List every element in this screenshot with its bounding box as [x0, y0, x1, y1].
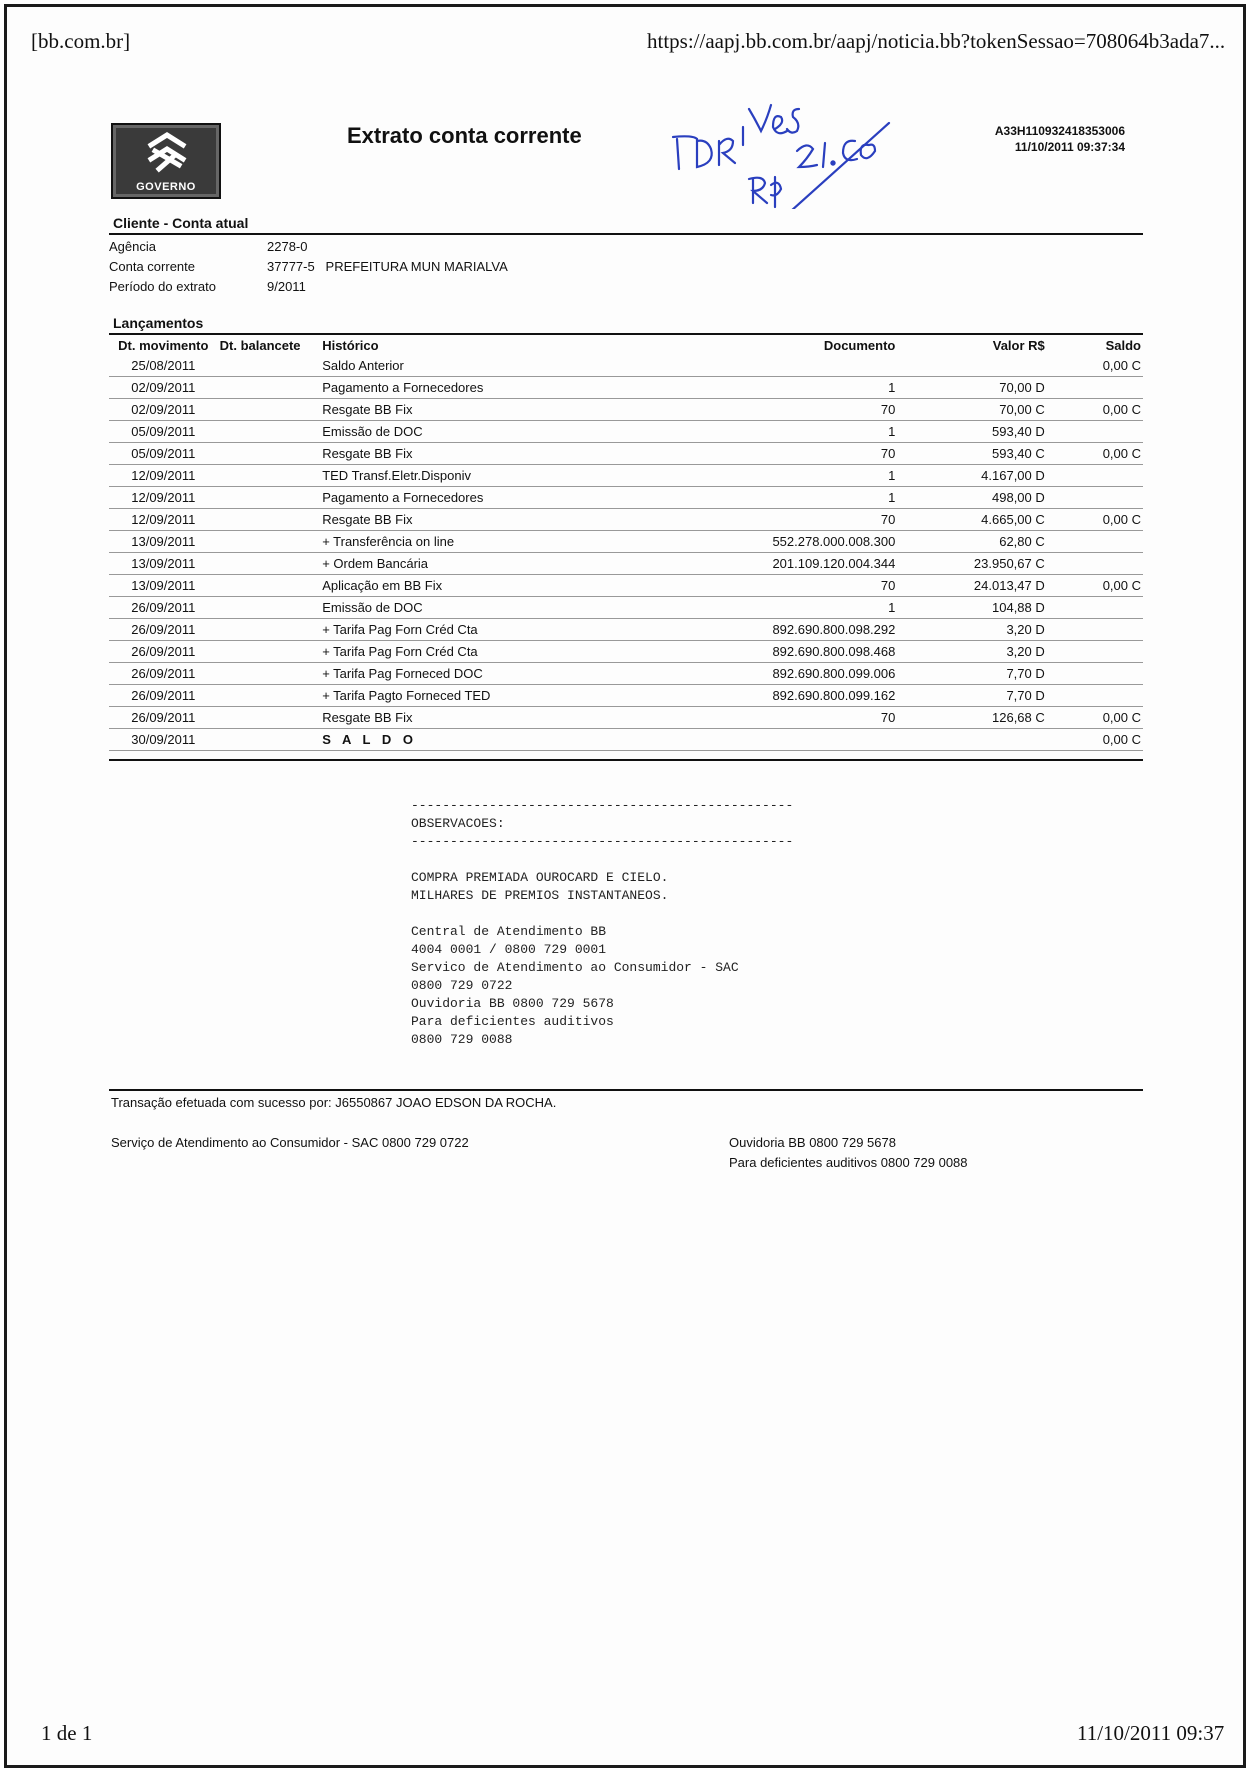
cell-historico: + Ordem Bancária [318, 553, 648, 575]
cell-historico: Resgate BB Fix [318, 509, 648, 531]
cell-documento [648, 355, 905, 377]
cell-saldo: 0,00 C [1055, 707, 1143, 729]
cell-valor [905, 355, 1054, 377]
cell-documento: 1 [648, 465, 905, 487]
cell-documento: 1 [648, 597, 905, 619]
table-row [109, 487, 1143, 509]
table-row [109, 377, 1143, 399]
document-code: A33H110932418353006 [994, 124, 1125, 138]
agencia-row [109, 239, 609, 259]
table-row [109, 619, 1143, 641]
table-row [109, 663, 1143, 685]
cell-documento: 70 [648, 575, 905, 597]
sac-contact: Serviço de Atendimento ao Consumidor - SAC 0800 729 0722 [111, 1135, 469, 1150]
cell-saldo [1055, 531, 1143, 553]
cell-documento [648, 729, 905, 751]
cell-documento: 892.690.800.098.292 [648, 619, 905, 641]
periodo-value: 9/2011 [267, 279, 306, 294]
cell-dt-balancete [218, 377, 319, 399]
table-row [109, 707, 1143, 729]
cell-dt-movimento: 26/09/2011 [109, 685, 218, 707]
footer-divider [109, 1089, 1143, 1091]
transaction-confirmation: Transação efetuada com sucesso por: J6550867 JOAO EDSON DA ROCHA. [111, 1095, 557, 1110]
client-divider [109, 233, 1143, 235]
cell-saldo [1055, 597, 1143, 619]
cell-valor: 593,40 D [905, 421, 1054, 443]
ouvidoria-contact [729, 1133, 968, 1173]
cell-dt-movimento: 25/08/2011 [109, 355, 218, 377]
observacoes-block: ------------------------------------------------- OBSERVACOES: ------------------------------------------------- COMPRA PREMIADA OUROCARD E CIELO. MILHARES DE PREMIOS INSTANTANEOS. Central de Atendimento BB 4004 0001 / 0800 729 0001 Servico de Atendimento ao Consumidor - SAC 0800 729 0722 Ouvidoria BB 0800 729 5678 Para deficientes auditivos 0800 729 0088 [411, 798, 794, 1047]
table-row [109, 465, 1143, 487]
cell-documento: 201.109.120.004.344 [648, 553, 905, 575]
cell-valor: 3,20 D [905, 641, 1054, 663]
cell-documento: 892.690.800.098.468 [648, 641, 905, 663]
cell-dt-movimento: 13/09/2011 [109, 553, 218, 575]
cell-documento: 70 [648, 443, 905, 465]
table-row [109, 641, 1143, 663]
cell-dt-balancete [218, 509, 319, 531]
cell-dt-balancete [218, 355, 319, 377]
cell-documento: 892.690.800.099.162 [648, 685, 905, 707]
conta-row [109, 259, 709, 279]
cell-dt-movimento: 26/09/2011 [109, 707, 218, 729]
cell-historico: + Tarifa Pagto Forneced TED [318, 685, 648, 707]
cell-historico: Resgate BB Fix [318, 399, 648, 421]
cell-saldo [1055, 421, 1143, 443]
cell-valor: 7,70 D [905, 663, 1054, 685]
cell-saldo [1055, 487, 1143, 509]
cell-documento: 892.690.800.099.006 [648, 663, 905, 685]
cell-valor: 7,70 D [905, 685, 1054, 707]
cell-historico: TED Transf.Eletr.Disponiv [318, 465, 648, 487]
cell-valor: 23.950,67 C [905, 553, 1054, 575]
cell-historico: Resgate BB Fix [318, 443, 648, 465]
cell-dt-movimento: 26/09/2011 [109, 663, 218, 685]
cell-dt-balancete [218, 531, 319, 553]
cell-documento: 70 [648, 399, 905, 421]
cell-historico: Pagamento a Fornecedores [318, 487, 648, 509]
cell-dt-movimento: 13/09/2011 [109, 575, 218, 597]
cell-dt-balancete [218, 465, 319, 487]
cell-dt-balancete [218, 553, 319, 575]
cell-historico: + Transferência on line [318, 531, 648, 553]
table-row [109, 553, 1143, 575]
cell-valor: 24.013,47 D [905, 575, 1054, 597]
cell-dt-movimento: 02/09/2011 [109, 377, 218, 399]
cell-saldo: 0,00 C [1055, 355, 1143, 377]
client-section-title: Cliente - Conta atual [113, 215, 249, 231]
cell-valor: 62,80 C [905, 531, 1054, 553]
cell-documento: 1 [648, 487, 905, 509]
cell-dt-movimento: 12/09/2011 [109, 465, 218, 487]
cell-dt-balancete [218, 707, 319, 729]
table-row [109, 575, 1143, 597]
table-row [109, 421, 1143, 443]
cell-dt-balancete [218, 575, 319, 597]
cell-saldo [1055, 619, 1143, 641]
table-row [109, 685, 1143, 707]
table-row [109, 355, 1143, 377]
browser-url[interactable]: https://aapj.bb.com.br/aapj/noticia.bb?tokenSessao=708064b3ada7... [647, 29, 1226, 53]
table-row [109, 531, 1143, 553]
cell-documento: 1 [648, 377, 905, 399]
periodo-label: Período do extrato [109, 279, 216, 294]
cell-dt-balancete [218, 597, 319, 619]
cell-valor: 4.167,00 D [905, 465, 1054, 487]
col-historico: Histórico [322, 337, 379, 353]
cell-documento: 552.278.000.008.300 [648, 531, 905, 553]
cell-dt-movimento: 12/09/2011 [109, 487, 218, 509]
printed-page [4, 4, 1246, 1768]
agencia-value: 2278-0 [267, 239, 308, 254]
cell-dt-movimento: 26/09/2011 [109, 597, 218, 619]
cell-dt-movimento: 13/09/2011 [109, 531, 218, 553]
cell-saldo [1055, 641, 1143, 663]
bb-logo-icon [145, 131, 189, 173]
deficientes-line: Para deficientes auditivos 0800 729 0088 [729, 1155, 968, 1170]
cell-historico: Pagamento a Fornecedores [318, 377, 648, 399]
document-datetime: 11/10/2011 09:37:34 [1014, 140, 1125, 154]
cell-dt-balancete [218, 663, 319, 685]
col-documento: Documento [823, 337, 896, 353]
cell-saldo: 0,00 C [1055, 399, 1143, 421]
cell-valor: 126,68 C [905, 707, 1054, 729]
cell-dt-movimento: 05/09/2011 [109, 443, 218, 465]
cell-saldo: 0,00 C [1055, 575, 1143, 597]
cell-saldo [1055, 663, 1143, 685]
cell-dt-balancete [218, 443, 319, 465]
page-title: Extrato conta corrente [347, 123, 582, 148]
cell-saldo [1055, 553, 1143, 575]
cell-valor [905, 729, 1054, 751]
cell-valor: 4.665,00 C [905, 509, 1054, 531]
browser-site-label: [bb.com.br] [31, 29, 131, 53]
cell-historico: Resgate BB Fix [318, 707, 648, 729]
cell-historico: Aplicação em BB Fix [318, 575, 648, 597]
cell-dt-balancete [218, 487, 319, 509]
cell-dt-balancete [218, 729, 319, 751]
agencia-label: Agência [109, 239, 156, 254]
document-id [995, 123, 1125, 155]
cell-dt-balancete [218, 619, 319, 641]
table-row [109, 399, 1143, 421]
cell-dt-balancete [218, 641, 319, 663]
cell-valor: 104,88 D [905, 597, 1054, 619]
cell-documento: 1 [648, 421, 905, 443]
ouvidoria-line: Ouvidoria BB 0800 729 5678 [729, 1135, 896, 1150]
cell-saldo: 0,00 C [1055, 509, 1143, 531]
cell-dt-movimento: 02/09/2011 [109, 399, 218, 421]
cell-historico: Saldo Anterior [318, 355, 648, 377]
table-bottom-divider [109, 759, 1143, 761]
cell-valor: 70,00 C [905, 399, 1054, 421]
cell-saldo: 0,00 C [1055, 443, 1143, 465]
cell-valor: 498,00 D [905, 487, 1054, 509]
cell-historico: Emissão de DOC [318, 421, 648, 443]
lancamentos-section-title: Lançamentos [113, 315, 204, 331]
cell-dt-balancete [218, 421, 319, 443]
logo-text: GOVERNO [136, 181, 196, 193]
cell-dt-movimento: 12/09/2011 [109, 509, 218, 531]
cell-saldo: 0,00 C [1055, 729, 1143, 751]
col-dt-balancete: Dt. balancete [219, 337, 301, 353]
cell-saldo [1055, 377, 1143, 399]
cell-saldo [1055, 685, 1143, 707]
cell-historico: + Tarifa Pag Forn Créd Cta [318, 641, 648, 663]
cell-valor: 593,40 C [905, 443, 1054, 465]
browser-page-counter: 1 de 1 [41, 1721, 93, 1745]
cell-dt-balancete [218, 399, 319, 421]
cell-historico: + Tarifa Pag Forn Créd Cta [318, 619, 648, 641]
cell-historico: S A L D O [318, 729, 648, 751]
col-valor: Valor R$ [992, 337, 1045, 353]
col-saldo: Saldo [1105, 337, 1141, 353]
cell-dt-movimento: 26/09/2011 [109, 619, 218, 641]
cell-dt-movimento: 30/09/2011 [109, 729, 218, 751]
cell-dt-movimento: 26/09/2011 [109, 641, 218, 663]
cell-historico: + Tarifa Pag Forneced DOC [318, 663, 648, 685]
bank-logo [111, 123, 221, 199]
periodo-row [109, 279, 609, 299]
col-dt-movimento: Dt. movimento [118, 337, 209, 353]
table-row [109, 443, 1143, 465]
handwritten-note [667, 79, 897, 209]
cell-documento: 70 [648, 707, 905, 729]
transactions-body [109, 355, 1143, 751]
conta-value: 37777-5 PREFEITURA MUN MARIALVA [267, 259, 508, 274]
cell-historico: Emissão de DOC [318, 597, 648, 619]
cell-dt-balancete [218, 685, 319, 707]
cell-documento: 70 [648, 509, 905, 531]
table-row [109, 597, 1143, 619]
table-row [109, 729, 1143, 751]
cell-valor: 70,00 D [905, 377, 1054, 399]
table-row [109, 509, 1143, 531]
conta-label: Conta corrente [109, 259, 195, 274]
table-header-row [109, 335, 1143, 355]
transactions-table [109, 335, 1143, 751]
cell-saldo [1055, 465, 1143, 487]
cell-valor: 3,20 D [905, 619, 1054, 641]
cell-dt-movimento: 05/09/2011 [109, 421, 218, 443]
browser-print-date: 11/10/2011 09:37 [1077, 1721, 1225, 1745]
